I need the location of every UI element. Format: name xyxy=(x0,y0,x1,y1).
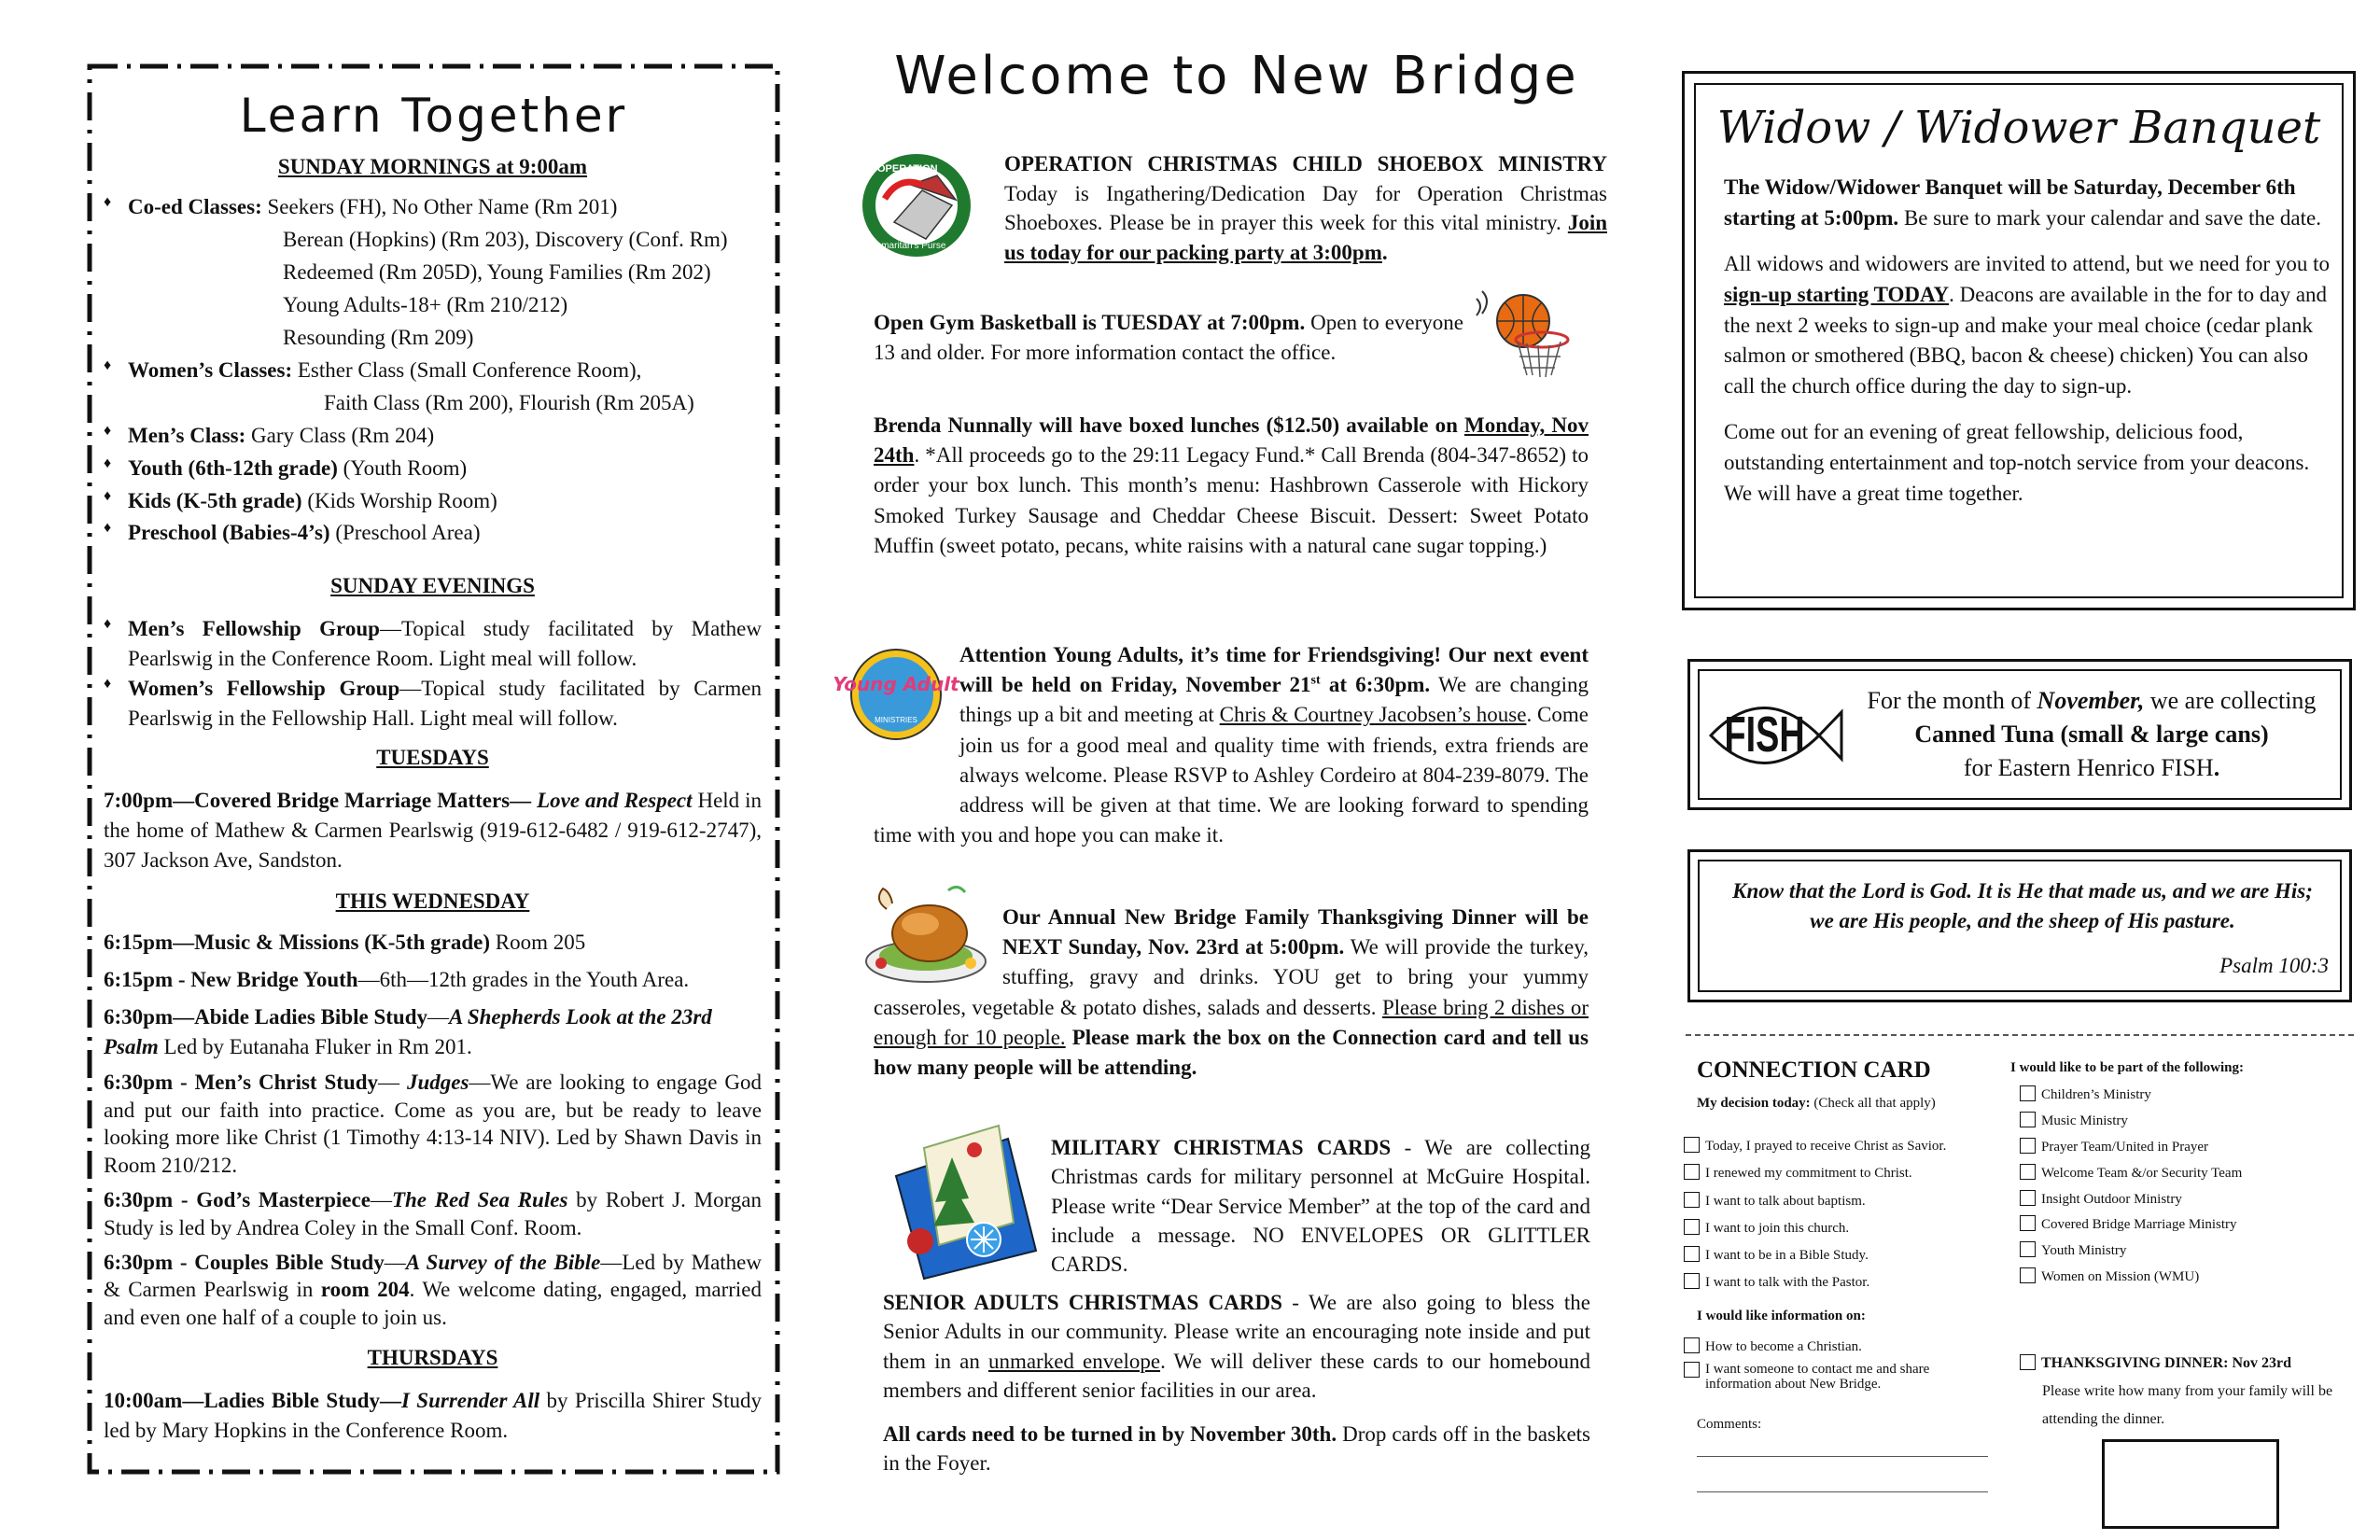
occ-logo-bottom: Samaritan's Purse xyxy=(870,241,946,251)
learn-together-title: Learn Together xyxy=(239,89,628,143)
part-option[interactable]: Covered Bridge Marriage Ministry xyxy=(2020,1212,2337,1239)
banquet-box xyxy=(1682,71,2356,610)
womens-line: Faith Class (Rm 200), Flourish (Rm 205A) xyxy=(324,390,694,414)
fish-text: For the month of November, we are collecting Canned Tuna (small & large cans) for Eastern Henrico FISH. xyxy=(1867,687,2317,781)
checkbox[interactable] xyxy=(2020,1164,2036,1180)
senior-cards-notice: SENIOR ADULTS CHRISTMAS CARDS - We are also going to bless the Senior Adults in our community. Please write an encouraging note inside and put them in an unmarked envelope. We will deliver these cards to our homebound members and different senior facilities in our area. xyxy=(883,1291,1590,1402)
decision-option[interactable]: I want to talk with the Pastor. xyxy=(1684,1269,2001,1296)
thanksgiving-option[interactable]: THANKSGIVING DINNER: Nov 23rd xyxy=(2020,1350,2291,1378)
info-option[interactable]: How to become a Christian. xyxy=(1684,1337,1992,1358)
wednesday-item: 6:15pm - New Bridge Youth—6th—12th grades in the Youth Area. xyxy=(104,968,690,992)
decision-option[interactable]: I want to join this church. xyxy=(1684,1215,2001,1242)
womens-fellowship: ♦ Women’s Fellowship Group—Topical study facilitated by Carmen Pearlswig in the Fellowship Hall. Light meal will follow. xyxy=(104,674,762,733)
wednesday-item: 6:15pm—Music & Missions (K-5th grade) Room 205 xyxy=(104,931,586,955)
checkbox[interactable] xyxy=(1684,1192,1700,1208)
thanksgiving-instructions: Please write how many from your family will be attending the dinner. xyxy=(2042,1383,2333,1427)
christmas-card-envelope-icon xyxy=(887,1120,1043,1286)
cut-line xyxy=(1686,1034,2354,1036)
connection-card-title: CONNECTION CARD xyxy=(1697,1057,1931,1083)
checkbox[interactable] xyxy=(1684,1137,1700,1153)
operation-christmas-child-logo xyxy=(857,147,997,261)
part-option[interactable]: Women on Mission (WMU) xyxy=(2020,1265,2337,1291)
checkbox[interactable] xyxy=(1684,1362,1700,1378)
decision-label: My decision today: (Check all that apply) xyxy=(1697,1096,1936,1111)
coed-line: Redeemed (Rm 205D), Young Families (Rm 202) xyxy=(283,259,711,284)
coed-line: Young Adults-18+ (Rm 210/212) xyxy=(283,292,568,316)
wednesday-heading: THIS WEDNESDAY xyxy=(335,889,530,914)
info-list xyxy=(1684,1337,1992,1393)
thanksgiving-dinner-notice: Our Annual New Bridge Family Thanksgiving Dinner will be NEXT Sunday, Nov. 23rd at 5:00pm. We will provide the turkey, stuffing, gravy and drinks. YOU get to bring your yummy casseroles, vegetable & potato dishes, salads and desserts. Please bring 2 dishes or enough for 10 people. Please mark the box on the Connection card and tell us how many people will be attending. xyxy=(874,905,1589,1079)
decision-option[interactable]: Today, I prayed to receive Christ as Savior. xyxy=(1684,1133,2001,1160)
comments-line[interactable] xyxy=(1697,1491,1988,1492)
checkbox[interactable] xyxy=(1684,1164,1700,1180)
decision-list xyxy=(1684,1133,2001,1297)
part-option[interactable]: Youth Ministry xyxy=(2020,1239,2337,1265)
checkbox[interactable] xyxy=(2020,1215,2036,1231)
youth-class: ♦ Youth (6th-12th grade) (Youth Room) xyxy=(104,453,762,485)
checkbox[interactable] xyxy=(1684,1246,1700,1262)
sunday-mornings-heading: SUNDAY MORNINGS at 9:00am xyxy=(277,155,588,178)
comments-label: Comments: xyxy=(1697,1417,1762,1432)
young-adults-logo-text: Young Adult xyxy=(833,673,959,695)
checkbox[interactable] xyxy=(1684,1273,1700,1289)
thursdays-heading: THURSDAYS xyxy=(367,1346,498,1370)
learn-together-content xyxy=(104,151,762,1446)
decision-option[interactable]: I renewed my commitment to Christ. xyxy=(1684,1160,2001,1187)
part-option[interactable]: Music Ministry xyxy=(2020,1109,2337,1135)
preschool-class: ♦ Preschool (Babies-4’s) (Preschool Area) xyxy=(104,517,762,550)
mens-fellowship: ♦ Men’s Fellowship Group—Topical study facilitated by Mathew Pearlswig in the Conference Room. Light meal will follow. xyxy=(104,614,762,673)
decision-option[interactable]: I want to be in a Bible Study. xyxy=(1684,1242,2001,1269)
banquet-text: The Widow/Widower Banquet will be Saturday, December 6th starting at 5:00pm. Be sure to mark your calendar and save the date. All widows and widowers are invited to attend, but we need for you to sign-up starting TODAY. Deacons are available in the for to day and the next 2 weeks to sign-up and make your meal choice (cedar plank salmon or smothered (BBQ, bacon & cheese) chicken) You can also call the church office during the day to sign-up. Come out for an evening of great fellowship, delicious food, outstanding entertainment and top-notch service from your deacons. We will have a great time together. xyxy=(1724,175,2330,505)
occ-logo-top: OPERATION xyxy=(877,163,938,175)
part-label: I would like to be part of the following: xyxy=(2010,1060,2245,1075)
decision-option[interactable]: I want to talk about baptism. xyxy=(1684,1188,2001,1215)
coed-line: Berean (Hopkins) (Rm 203), Discovery (Conf. Rm) xyxy=(283,227,728,251)
tuesdays-heading: TUESDAYS xyxy=(376,746,489,770)
open-gym-notice: Open Gym Basketball is TUESDAY at 7:00pm. Open to everyone 13 and older. For more information contact the office. xyxy=(874,311,1463,364)
checkbox[interactable] xyxy=(2020,1267,2036,1283)
tuesday-item: 7:00pm—Covered Bridge Marriage Matters— Love and Respect Held in the home of Mathew & Carmen Pearlswig (919-612-6482 / 919-612-2747), 307 Jackson Ave, Sandston. xyxy=(104,789,763,872)
fish-logo xyxy=(1707,684,1845,787)
occ-notice: OPERATION CHRISTMAS CHILD SHOEBOX MINISTRY Today is Ingathering/Dedication Day for Operation Christmas Shoeboxes. Please be in prayer this week for this vital ministry. Join us today for our packing party at 3:00pm. xyxy=(1004,152,1607,265)
coed-line: Resounding (Rm 209) xyxy=(283,325,474,349)
part-option[interactable]: Insight Outdoor Ministry xyxy=(2020,1187,2337,1213)
wednesday-item: 6:30pm—Abide Ladies Bible Study—A Shepherds Look at the 23rd Psalm Led by Eutanaha Fluker in Rm 201. xyxy=(104,1004,712,1058)
checkbox[interactable] xyxy=(2020,1085,2036,1101)
checkbox[interactable] xyxy=(2020,1190,2036,1206)
mens-class: ♦ Men’s Class: Gary Class (Rm 204) xyxy=(104,420,762,453)
young-adults-logo-sub: MINISTRIES xyxy=(875,716,917,724)
checkbox[interactable] xyxy=(2020,1112,2036,1127)
basketball-icon xyxy=(1469,282,1581,385)
wednesday-item: 6:30pm - God’s Masterpiece—The Red Sea Rules by Robert J. Morgan Study is led by Andrea Coley in the Small Conf. Room. xyxy=(104,1188,763,1239)
part-option[interactable]: Prayer Team/United in Prayer xyxy=(2020,1135,2337,1161)
info-label: I would like information on: xyxy=(1697,1309,1866,1323)
young-adults-notice: Attention Young Adults, it’s time for Friendsgiving! Our next event will be held on Friday, November 21st at 6:30pm. We are changing things up a bit and meeting at Chris & Courtney Jacobsen’s house. Come join us for a good meal and quality time with friends, extra friends are always welcome. Please RSVP to Ashley Cordeiro at 804-239-8079. The address will be given at that time. We are looking forward to spending time with you and hope you can make it. xyxy=(874,643,1589,847)
checkbox[interactable] xyxy=(2020,1354,2036,1370)
fish-box xyxy=(1687,659,2352,810)
page-title: Welcome to New Bridge xyxy=(894,46,1579,106)
fish-logo-text: FISH xyxy=(1724,706,1805,763)
checkbox[interactable] xyxy=(1684,1219,1700,1235)
coed-classes: ♦ Co-ed Classes: Seekers (FH), No Other Name (Rm 201) xyxy=(104,191,762,224)
boxed-lunch-notice: Brenda Nunnally will have boxed lunches ($12.50) available on Monday, Nov 24th. *All proceeds go to the 29:11 Legacy Fund.* Call Brenda (804-347-8652) to order your box lunch. This month’s menu: Hashbrown Casserole with Hickory Smoked Turkey Sausage and Cheddar Cheese Biscuit. Dessert: Sweet Potato Muffin (sweet potato, pecans, white raisins with a natural cane sugar topping.) xyxy=(874,413,1589,557)
comments-line[interactable] xyxy=(1697,1456,1988,1457)
learn-together-box xyxy=(87,63,780,1475)
cards-due-notice: All cards need to be turned in by November 30th. Drop cards off in the baskets in the Foyer. xyxy=(883,1422,1590,1476)
wednesday-item: 6:30pm - Couples Bible Study—A Survey of the Bible—Led by Mathew & Carmen Pearlswig in room 204. We welcome dating, engaged, married and even one half of a couple to join us. xyxy=(104,1251,763,1329)
info-option[interactable]: I want someone to contact me and share information about New Bridge. xyxy=(1684,1362,1992,1393)
verse-box xyxy=(1687,849,2352,1002)
verse-text: Know that the Lord is God. It is He that made us, and we are His; we are His people, and the sheep of His pasture. xyxy=(1732,879,2313,932)
part-option[interactable]: Welcome Team &/or Security Team xyxy=(2020,1161,2337,1187)
part-option[interactable]: Children’s Ministry xyxy=(2020,1083,2337,1109)
checkbox[interactable] xyxy=(2020,1138,2036,1154)
sunday-evenings-heading: SUNDAY EVENINGS xyxy=(330,574,535,598)
kids-class: ♦ Kids (K-5th grade) (Kids Worship Room) xyxy=(104,485,762,518)
connection-card-left xyxy=(1697,1055,2014,1117)
banquet-title: Widow / Widower Banquet xyxy=(1716,102,2321,154)
verse-reference: Psalm 100:3 xyxy=(2219,954,2329,977)
checkbox[interactable] xyxy=(2020,1241,2036,1257)
part-list xyxy=(2020,1083,2337,1291)
attendance-count-box[interactable] xyxy=(2102,1439,2279,1529)
military-cards-notice: MILITARY CHRISTMAS CARDS - We are collecting Christmas cards for military personnel at McGuire Hospital. Please write “Dear Service Member” at the top of the card and include a message. NO ENVELOPES OR GLITTLER CARDS. xyxy=(1051,1136,1590,1277)
checkbox[interactable] xyxy=(1684,1337,1700,1353)
thursday-item: 10:00am—Ladies Bible Study—I Surrender All by Priscilla Shirer Study led by Mary Hopkins in the Conference Room. xyxy=(104,1389,762,1442)
womens-classes: ♦ Women’s Classes: Esther Class (Small Conference Room), xyxy=(104,355,762,387)
wednesday-item: 6:30pm - Men’s Christ Study— Judges—We are looking to engage God and put our faith into practice. Come as you are, but be ready to leave looking more like Christ (1 Timothy 4:13-14 NIV). Led by Shawn Davis in Room 210/212. xyxy=(104,1071,762,1177)
